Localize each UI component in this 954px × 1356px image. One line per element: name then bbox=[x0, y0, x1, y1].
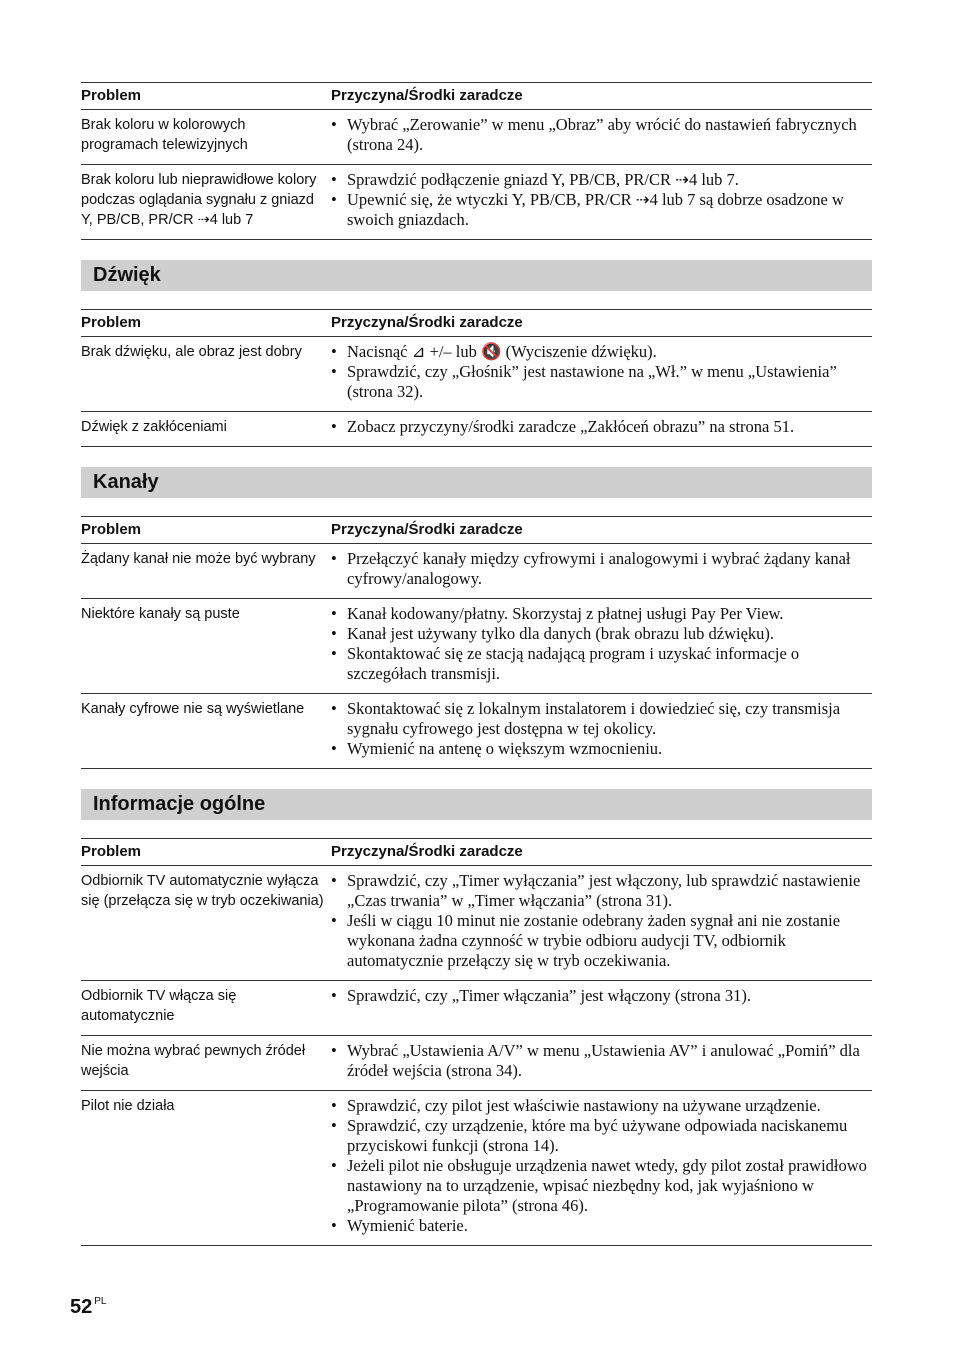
problem-cell: Odbiornik TV automatycznie wyłącza się (przełącza się w tryb oczekiwania) bbox=[81, 866, 331, 981]
table-row bbox=[81, 544, 872, 599]
header-cause: Przyczyna/Środki zaradcze bbox=[331, 839, 872, 866]
cause-cell bbox=[331, 866, 872, 981]
problem-cell: Dźwięk z zakłóceniami bbox=[81, 412, 331, 447]
problem-cell: Żądany kanał nie może być wybrany bbox=[81, 544, 331, 599]
table-row bbox=[81, 165, 872, 240]
list-item: • Sprawdzić, czy „Timer włączania” jest włączony (strona 31). bbox=[331, 986, 872, 1006]
table-row bbox=[81, 110, 872, 165]
problem-cell: Brak dźwięku, ale obraz jest dobry bbox=[81, 337, 331, 412]
problem-cell: Niektóre kanały są puste bbox=[81, 599, 331, 694]
list-item: • Wybrać „Zerowanie” w menu „Obraz” aby wrócić do nastawień fabrycznych (strona 24). bbox=[331, 115, 872, 155]
table-row bbox=[81, 337, 872, 412]
section-heading-sound: Dźwięk bbox=[81, 260, 872, 291]
table-general bbox=[81, 838, 872, 1246]
list-item: • Kanał jest używany tylko dla danych (brak obrazu lub dźwięku). bbox=[331, 624, 872, 644]
list-item: • Sprawdzić, czy pilot jest właściwie nastawiony na używane urządzenie. bbox=[331, 1096, 872, 1116]
list-item: • Wymienić baterie. bbox=[331, 1216, 872, 1236]
table-row bbox=[81, 1091, 872, 1246]
header-problem: Problem bbox=[81, 839, 331, 866]
problem-cell: Brak koloru w kolorowych programach telewizyjnych bbox=[81, 110, 331, 165]
list-item: • Jeżeli pilot nie obsługuje urządzenia nawet wtedy, gdy pilot został prawidłowo nastawiony na to urządzenie, wpisać niezbędny kod, jak wyjaśniono w „Programowanie pilota” (strona 46). bbox=[331, 1156, 872, 1216]
cause-cell bbox=[331, 1091, 872, 1246]
list-item: • Wybrać „Ustawienia A/V” w menu „Ustawienia AV” i anulować „Pomiń” dla źródeł wejścia (strona 34). bbox=[331, 1041, 872, 1081]
page-footer bbox=[70, 1296, 106, 1319]
header-problem: Problem bbox=[81, 517, 331, 544]
list-item: • Sprawdzić, czy „Timer wyłączania” jest włączony, lub sprawdzić nastawienie „Czas trwania” w „Timer włączania” (strona 31). bbox=[331, 871, 872, 911]
list-item: • Sprawdzić podłączenie gniazd Y, PB/CB, PR/CR ⇢4 lub 7. bbox=[331, 170, 872, 190]
page-number: 52 bbox=[70, 1296, 93, 1318]
list-item: • Sprawdzić, czy „Głośnik” jest nastawione na „Wł.” w menu „Ustawienia” (strona 32). bbox=[331, 362, 872, 402]
table-row bbox=[81, 981, 872, 1036]
problem-cell: Kanały cyfrowe nie są wyświetlane bbox=[81, 694, 331, 769]
table-row bbox=[81, 1036, 872, 1091]
cause-cell bbox=[331, 165, 872, 240]
table-picture bbox=[81, 82, 872, 240]
header-cause: Przyczyna/Środki zaradcze bbox=[331, 310, 872, 337]
header-cause: Przyczyna/Środki zaradcze bbox=[331, 517, 872, 544]
header-problem: Problem bbox=[81, 83, 331, 110]
cause-cell bbox=[331, 337, 872, 412]
table-row bbox=[81, 412, 872, 447]
list-item: • Skontaktować się ze stacją nadającą program i uzyskać informacje o szczegółach transmisji. bbox=[331, 644, 872, 684]
language-code: PL bbox=[94, 1296, 107, 1307]
table-row bbox=[81, 599, 872, 694]
table-row bbox=[81, 866, 872, 981]
list-item: • Zobacz przyczyny/środki zaradcze „Zakłóceń obrazu” na strona 51. bbox=[331, 417, 872, 437]
list-item: • Wymienić na antenę o większym wzmocnieniu. bbox=[331, 739, 872, 759]
problem-cell: Nie można wybrać pewnych źródeł wejścia bbox=[81, 1036, 331, 1091]
table-sound bbox=[81, 309, 872, 447]
cause-cell bbox=[331, 599, 872, 694]
cause-cell bbox=[331, 412, 872, 447]
section-heading-channels: Kanały bbox=[81, 467, 872, 498]
table-channels bbox=[81, 516, 872, 769]
list-item: • Jeśli w ciągu 10 minut nie zostanie odebrany żaden sygnał ani nie zostanie wykonana żadna czynność w trybie odbioru audycji TV, odbiornik automatycznie przełączy się w tryb oczekiwania. bbox=[331, 911, 872, 971]
problem-cell: Pilot nie działa bbox=[81, 1091, 331, 1246]
list-item: • Skontaktować się z lokalnym instalatorem i dowiedzieć się, czy transmisja sygnału cyfrowego jest dostępna w tej okolicy. bbox=[331, 699, 872, 739]
header-cause: Przyczyna/Środki zaradcze bbox=[331, 83, 872, 110]
header-problem: Problem bbox=[81, 310, 331, 337]
cause-cell bbox=[331, 1036, 872, 1091]
problem-cell: Odbiornik TV włącza się automatycznie bbox=[81, 981, 331, 1036]
list-item: • Przełączyć kanały między cyfrowymi i analogowymi i wybrać żądany kanał cyfrowy/analogowy. bbox=[331, 549, 872, 589]
section-heading-general: Informacje ogólne bbox=[81, 789, 872, 820]
cause-cell bbox=[331, 694, 872, 769]
cause-cell bbox=[331, 544, 872, 599]
list-item: • Upewnić się, że wtyczki Y, PB/CB, PR/CR ⇢4 lub 7 są dobrze osadzone w swoich gniazdach. bbox=[331, 190, 872, 230]
problem-cell: Brak koloru lub nieprawidłowe kolory podczas oglądania sygnału z gniazd Y, PB/CB, PR/CR ⇢4 lub 7 bbox=[81, 165, 331, 240]
list-item: • Nacisnąć ⊿ +/– lub 🔇 (Wyciszenie dźwięku). bbox=[331, 342, 872, 362]
table-row bbox=[81, 694, 872, 769]
cause-cell bbox=[331, 981, 872, 1036]
list-item: • Sprawdzić, czy urządzenie, które ma być używane odpowiada naciskanemu przyciskowi funkcji (strona 14). bbox=[331, 1116, 872, 1156]
list-item: • Kanał kodowany/płatny. Skorzystaj z płatnej usługi Pay Per View. bbox=[331, 604, 872, 624]
cause-cell bbox=[331, 110, 872, 165]
page-content bbox=[81, 82, 872, 1246]
